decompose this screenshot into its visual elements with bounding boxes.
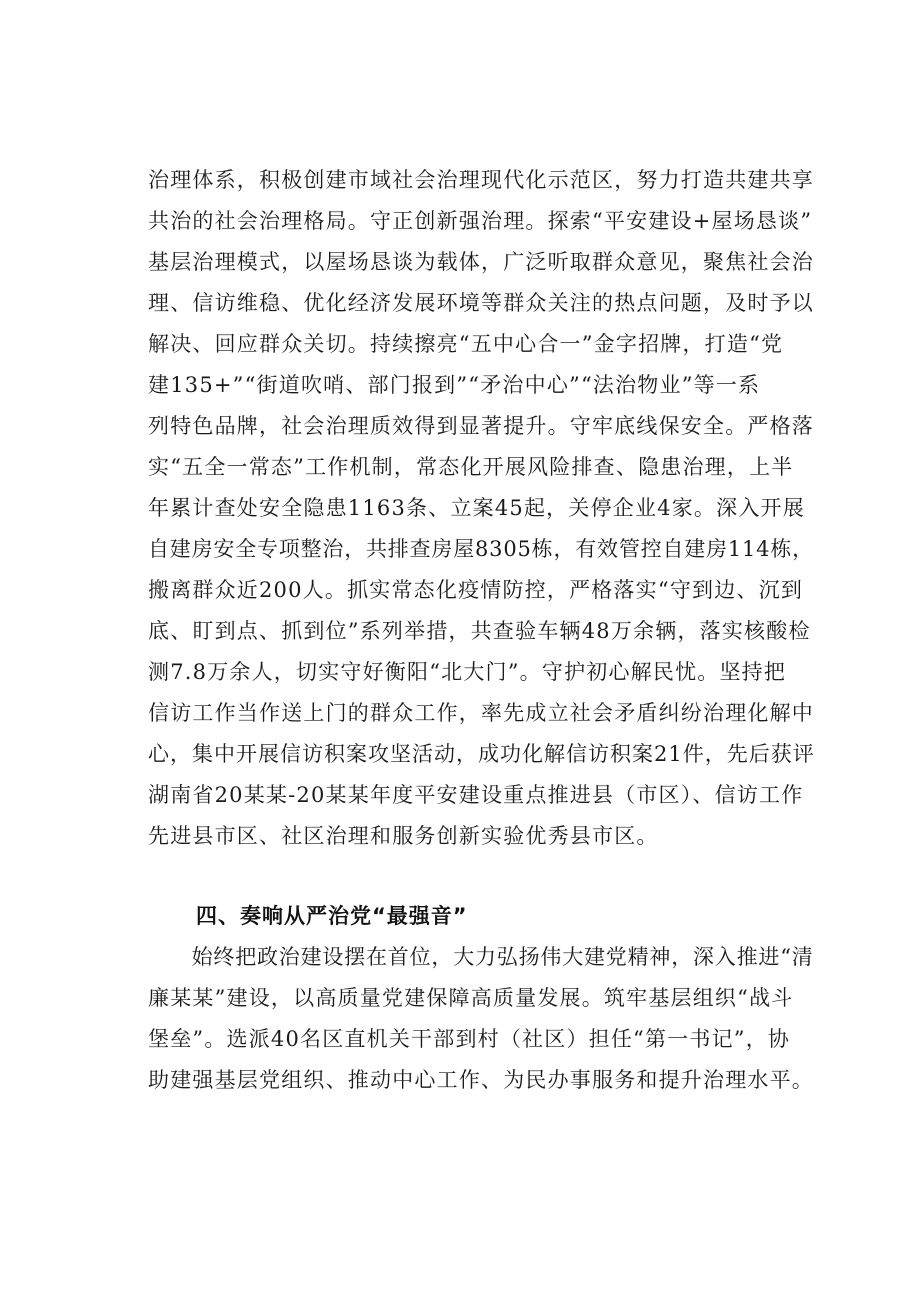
body-line: 搬离群众近200人。抓实常态化疫情防控，严格落实“守到边、沉到 (148, 578, 804, 602)
body-line: 建135+”“街道吹哨、部门报到”“矛治中心”“法治物业”等一系 (148, 373, 761, 397)
body-line: 堡垒”。选派40名区直机关干部到村（社区）担任“第一书记”，协 (148, 1027, 791, 1051)
body-line: 解决、回应群众关切。持续擦亮“五中心合一”金字招牌，打造“党 (148, 332, 784, 356)
body-line: 自建房安全专项整治，共排查房屋8305栋，有效管控自建房114栋， (148, 537, 814, 561)
body-line: 基层治理模式，以屋场恳谈为载体，广泛听取群众意见，聚焦社会治 (148, 250, 814, 274)
body-line: 理、信访维稳、优化经济发展环境等群众关注的热点问题，及时予以 (148, 291, 814, 315)
section-4-heading: 四、奏响从严治党“最强音” (196, 904, 468, 928)
body-line: 实“五全一常态”工作机制，常态化开展风险排查、隐患治理，上半 (148, 455, 794, 479)
body-line: 列特色品牌，社会治理质效得到显著提升。守牢底线保安全。严格落 (148, 414, 814, 438)
body-line: 始终把政治建设摆在首位，大力弘扬伟大建党精神，深入推进“清 (148, 945, 814, 969)
section-4-body (148, 937, 814, 1101)
body-line: 先进县市区、社区治理和服务创新实验优秀县市区。 (148, 824, 659, 848)
body-line: 治理体系，积极创建市域社会治理现代化示范区，努力打造共建共享 (148, 168, 814, 192)
body-line: 共治的社会治理格局。守正创新强治理。探索“平安建设+屋场恳谈” (148, 209, 813, 233)
body-line: 助建强基层党组织、推动中心工作、为民办事服务和提升治理水平。 (148, 1068, 814, 1092)
body-line: 年累计查处安全隐患1163条、立案45起，关停企业4家。深入开展 (148, 496, 805, 520)
section-3-body (148, 160, 815, 857)
body-line: 底、盯到点、抓到位”系列举措，共查验车辆48万余辆，落实核酸检 (148, 619, 811, 643)
body-line: 测7.8万余人，切实守好衡阳“北大门”。守护初心解民忧。坚持把 (148, 660, 787, 684)
body-line: 廉某某”建设，以高质量党建保障高质量发展。筑牢基层组织“战斗 (148, 986, 794, 1010)
body-line: 心，集中开展信访积案攻坚活动，成功化解信访积案21件，先后获评 (148, 742, 815, 766)
body-line: 湖南省20某某-20某某年度平安建设重点推进县（市区）、信访工作 (148, 783, 804, 807)
body-line: 信访工作当作送上门的群众工作，率先成立社会矛盾纠纷治理化解中 (148, 701, 814, 725)
